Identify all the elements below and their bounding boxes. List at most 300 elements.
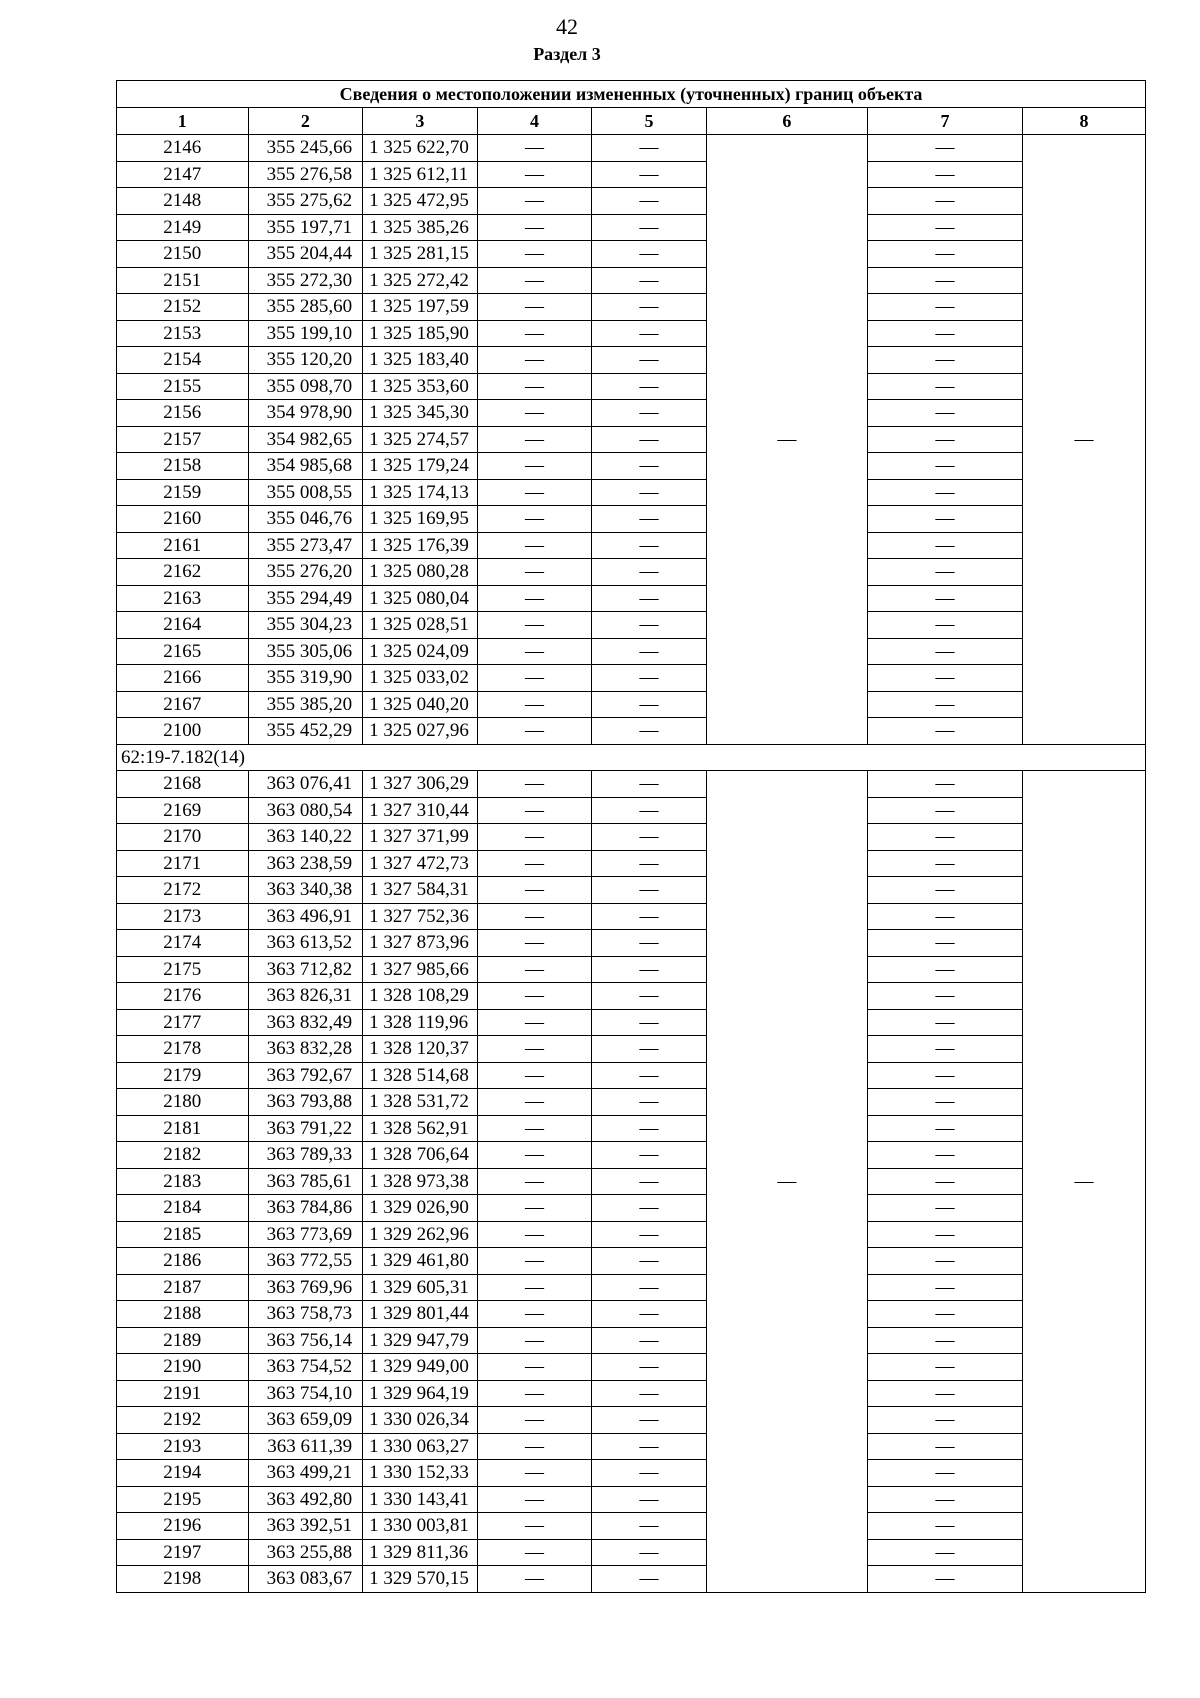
dash-cell: — [477, 320, 592, 347]
point-number: 2187 [117, 1274, 249, 1301]
coordinate-y: 1 325 176,39 [363, 532, 478, 559]
dash-cell: — [868, 1380, 1023, 1407]
dash-cell: — [477, 850, 592, 877]
dash-cell: — [868, 1433, 1023, 1460]
point-number: 2197 [117, 1539, 249, 1566]
point-number: 2176 [117, 983, 249, 1010]
coordinate-x: 363 611,39 [248, 1433, 363, 1460]
point-number: 2166 [117, 665, 249, 692]
dash-cell: — [477, 585, 592, 612]
merged-dash-cell: — [706, 771, 867, 1593]
dash-cell: — [477, 161, 592, 188]
coordinate-x: 363 758,73 [248, 1301, 363, 1328]
point-number: 2170 [117, 824, 249, 851]
dash-cell: — [868, 188, 1023, 215]
dash-cell: — [477, 771, 592, 798]
table-row [117, 1433, 1146, 1460]
point-number: 2154 [117, 347, 249, 374]
coordinate-x: 363 613,52 [248, 930, 363, 957]
point-number: 2177 [117, 1009, 249, 1036]
table-row [117, 903, 1146, 930]
coordinate-y: 1 328 514,68 [363, 1062, 478, 1089]
dash-cell: — [592, 1327, 707, 1354]
dash-cell: — [868, 771, 1023, 798]
point-number: 2100 [117, 718, 249, 745]
coordinate-y: 1 329 262,96 [363, 1221, 478, 1248]
dash-cell: — [868, 1566, 1023, 1593]
point-number: 2178 [117, 1036, 249, 1063]
coordinate-y: 1 325 040,20 [363, 691, 478, 718]
point-number: 2162 [117, 559, 249, 586]
table-row [117, 1115, 1146, 1142]
dash-cell: — [477, 1142, 592, 1169]
dash-cell: — [592, 453, 707, 480]
dash-cell: — [592, 1248, 707, 1275]
point-number: 2179 [117, 1062, 249, 1089]
coordinate-y: 1 330 143,41 [363, 1486, 478, 1513]
coordinate-y: 1 329 947,79 [363, 1327, 478, 1354]
coordinate-x: 363 392,51 [248, 1513, 363, 1540]
table-row [117, 453, 1146, 480]
dash-cell: — [868, 267, 1023, 294]
dash-cell: — [868, 1062, 1023, 1089]
coordinate-y: 1 330 063,27 [363, 1433, 478, 1460]
table-row [117, 1460, 1146, 1487]
dash-cell: — [592, 1089, 707, 1116]
point-number: 2191 [117, 1380, 249, 1407]
dash-cell: — [868, 1486, 1023, 1513]
coordinate-x: 355 294,49 [248, 585, 363, 612]
dash-cell: — [868, 1301, 1023, 1328]
point-number: 2164 [117, 612, 249, 639]
dash-cell: — [868, 1248, 1023, 1275]
coordinate-y: 1 329 461,80 [363, 1248, 478, 1275]
dash-cell: — [477, 1115, 592, 1142]
table-row [117, 320, 1146, 347]
coordinate-x: 355 046,76 [248, 506, 363, 533]
page-number: 42 [556, 14, 578, 39]
dash-cell: — [868, 1195, 1023, 1222]
coordinate-y: 1 329 949,00 [363, 1354, 478, 1381]
dash-cell: — [868, 161, 1023, 188]
coordinate-y: 1 325 027,96 [363, 718, 478, 745]
dash-cell: — [592, 1433, 707, 1460]
coordinate-x: 363 769,96 [248, 1274, 363, 1301]
coordinates-table [116, 80, 1146, 1593]
dash-cell: — [592, 188, 707, 215]
dash-cell: — [477, 1036, 592, 1063]
table-row [117, 718, 1146, 745]
coordinate-y: 1 325 274,57 [363, 426, 478, 453]
dash-cell: — [477, 718, 592, 745]
point-number: 2156 [117, 400, 249, 427]
coordinate-y: 1 329 570,15 [363, 1566, 478, 1593]
column-header: 4 [477, 108, 592, 135]
coordinate-x: 354 982,65 [248, 426, 363, 453]
coordinate-x: 363 659,09 [248, 1407, 363, 1434]
coordinate-y: 1 329 964,19 [363, 1380, 478, 1407]
column-header-row [117, 108, 1146, 135]
coordinate-y: 1 325 272,42 [363, 267, 478, 294]
dash-cell: — [592, 426, 707, 453]
dash-cell: — [592, 771, 707, 798]
table-row [117, 983, 1146, 1010]
column-header: 6 [706, 108, 867, 135]
dash-cell: — [868, 1327, 1023, 1354]
dash-cell: — [592, 373, 707, 400]
table-row [117, 347, 1146, 374]
dash-cell: — [868, 506, 1023, 533]
point-number: 2184 [117, 1195, 249, 1222]
table-row [117, 1036, 1146, 1063]
dash-cell: — [477, 426, 592, 453]
coordinate-x: 355 120,20 [248, 347, 363, 374]
dash-cell: — [592, 1460, 707, 1487]
table-row [117, 426, 1146, 453]
coordinate-y: 1 328 531,72 [363, 1089, 478, 1116]
coordinate-y: 1 325 080,04 [363, 585, 478, 612]
coordinate-x: 355 452,29 [248, 718, 363, 745]
point-number: 2146 [117, 135, 249, 162]
point-number: 2159 [117, 479, 249, 506]
point-number: 2195 [117, 1486, 249, 1513]
table-row [117, 638, 1146, 665]
coordinate-y: 1 330 152,33 [363, 1460, 478, 1487]
dash-cell: — [592, 1168, 707, 1195]
table-row [117, 506, 1146, 533]
table-row [117, 400, 1146, 427]
dash-cell: — [592, 930, 707, 957]
coordinate-y: 1 327 472,73 [363, 850, 478, 877]
coordinate-y: 1 328 973,38 [363, 1168, 478, 1195]
dash-cell: — [592, 506, 707, 533]
coordinate-x: 363 754,10 [248, 1380, 363, 1407]
dash-cell: — [477, 1433, 592, 1460]
coordinate-y: 1 327 752,36 [363, 903, 478, 930]
dash-cell: — [868, 373, 1023, 400]
point-number: 2152 [117, 294, 249, 321]
point-number: 2165 [117, 638, 249, 665]
dash-cell: — [592, 161, 707, 188]
dash-cell: — [477, 665, 592, 692]
dash-cell: — [477, 1195, 592, 1222]
dash-cell: — [868, 1089, 1023, 1116]
table-row [117, 1142, 1146, 1169]
coordinate-x: 355 276,20 [248, 559, 363, 586]
table-row [117, 824, 1146, 851]
point-number: 2157 [117, 426, 249, 453]
table-row [117, 1168, 1146, 1195]
dash-cell: — [592, 214, 707, 241]
dash-cell: — [868, 320, 1023, 347]
table-row [117, 559, 1146, 586]
point-number: 2163 [117, 585, 249, 612]
dash-cell: — [477, 1380, 592, 1407]
column-header: 1 [117, 108, 249, 135]
coordinate-x: 363 499,21 [248, 1460, 363, 1487]
table-row [117, 1221, 1146, 1248]
point-number: 2167 [117, 691, 249, 718]
point-number: 2169 [117, 797, 249, 824]
table-row [117, 1062, 1146, 1089]
dash-cell: — [477, 1407, 592, 1434]
point-number: 2192 [117, 1407, 249, 1434]
coordinate-y: 1 325 622,70 [363, 135, 478, 162]
point-number: 2174 [117, 930, 249, 957]
table-row [117, 1274, 1146, 1301]
table-row [117, 1539, 1146, 1566]
table-row [117, 214, 1146, 241]
table-row [117, 135, 1146, 162]
dash-cell: — [477, 903, 592, 930]
dash-cell: — [477, 930, 592, 957]
dash-cell: — [592, 532, 707, 559]
dash-cell: — [868, 930, 1023, 957]
coordinate-x: 363 083,67 [248, 1566, 363, 1593]
dash-cell: — [477, 1221, 592, 1248]
table-row [117, 1327, 1146, 1354]
table-row [117, 1354, 1146, 1381]
dash-cell: — [868, 638, 1023, 665]
coordinate-x: 363 793,88 [248, 1089, 363, 1116]
coordinate-x: 363 076,41 [248, 771, 363, 798]
dash-cell: — [868, 1115, 1023, 1142]
table-row [117, 1089, 1146, 1116]
dash-cell: — [592, 320, 707, 347]
point-number: 2158 [117, 453, 249, 480]
dash-cell: — [592, 1195, 707, 1222]
dash-cell: — [477, 983, 592, 1010]
coordinate-y: 1 325 169,95 [363, 506, 478, 533]
table-body [117, 135, 1146, 1593]
dash-cell: — [592, 267, 707, 294]
merged-dash-cell: — [1022, 135, 1145, 745]
coordinate-y: 1 325 028,51 [363, 612, 478, 639]
coordinate-x: 363 340,38 [248, 877, 363, 904]
dash-cell: — [592, 1354, 707, 1381]
point-number: 2175 [117, 956, 249, 983]
table-row [117, 479, 1146, 506]
coordinate-x: 355 276,58 [248, 161, 363, 188]
table-row [117, 612, 1146, 639]
coordinate-x: 355 319,90 [248, 665, 363, 692]
dash-cell: — [592, 797, 707, 824]
coordinate-y: 1 325 179,24 [363, 453, 478, 480]
dash-cell: — [592, 1142, 707, 1169]
dash-cell: — [477, 373, 592, 400]
dash-cell: — [592, 956, 707, 983]
dash-cell: — [477, 1274, 592, 1301]
dash-cell: — [592, 1566, 707, 1593]
dash-cell: — [592, 850, 707, 877]
point-number: 2168 [117, 771, 249, 798]
dash-cell: — [477, 1009, 592, 1036]
coordinate-x: 355 304,23 [248, 612, 363, 639]
dash-cell: — [477, 1301, 592, 1328]
dash-cell: — [477, 400, 592, 427]
coordinate-y: 1 325 197,59 [363, 294, 478, 321]
coordinate-x: 355 385,20 [248, 691, 363, 718]
dash-cell: — [592, 1036, 707, 1063]
table-row [117, 1009, 1146, 1036]
dash-cell: — [868, 1407, 1023, 1434]
coordinate-y: 1 330 003,81 [363, 1513, 478, 1540]
dash-cell: — [477, 294, 592, 321]
dash-cell: — [592, 1062, 707, 1089]
dash-cell: — [592, 135, 707, 162]
table-title: Сведения о местоположении измененных (уточненных) границ объекта [117, 81, 1146, 108]
coordinate-x: 363 789,33 [248, 1142, 363, 1169]
point-number: 2196 [117, 1513, 249, 1540]
point-number: 2185 [117, 1221, 249, 1248]
coordinate-y: 1 325 345,30 [363, 400, 478, 427]
point-number: 2148 [117, 188, 249, 215]
dash-cell: — [477, 241, 592, 268]
point-number: 2180 [117, 1089, 249, 1116]
table-row [117, 1248, 1146, 1275]
coordinate-x: 363 826,31 [248, 983, 363, 1010]
point-number: 2173 [117, 903, 249, 930]
dash-cell: — [868, 797, 1023, 824]
dash-cell: — [477, 559, 592, 586]
table-row [117, 877, 1146, 904]
coordinate-x: 355 272,30 [248, 267, 363, 294]
column-header: 7 [868, 108, 1023, 135]
coordinate-x: 355 275,62 [248, 188, 363, 215]
dash-cell: — [592, 612, 707, 639]
table-row [117, 1301, 1146, 1328]
column-header: 5 [592, 108, 707, 135]
dash-cell: — [868, 850, 1023, 877]
dash-cell: — [477, 956, 592, 983]
dash-cell: — [868, 1460, 1023, 1487]
dash-cell: — [868, 718, 1023, 745]
merged-dash-cell: — [1022, 771, 1145, 1593]
coordinate-x: 363 712,82 [248, 956, 363, 983]
table-row [117, 956, 1146, 983]
coordinate-y: 1 325 183,40 [363, 347, 478, 374]
point-number: 2183 [117, 1168, 249, 1195]
dash-cell: — [592, 665, 707, 692]
point-number: 2153 [117, 320, 249, 347]
dash-cell: — [592, 691, 707, 718]
coordinate-x: 363 255,88 [248, 1539, 363, 1566]
coordinate-y: 1 329 811,36 [363, 1539, 478, 1566]
table-row [117, 771, 1146, 798]
dash-cell: — [868, 585, 1023, 612]
dash-cell: — [868, 1539, 1023, 1566]
point-number: 2181 [117, 1115, 249, 1142]
coordinate-x: 363 784,86 [248, 1195, 363, 1222]
table-row [117, 1195, 1146, 1222]
dash-cell: — [477, 1089, 592, 1116]
coordinate-x: 363 238,59 [248, 850, 363, 877]
dash-cell: — [592, 1486, 707, 1513]
column-header: 3 [363, 108, 478, 135]
point-number: 2149 [117, 214, 249, 241]
coordinate-x: 355 204,44 [248, 241, 363, 268]
dash-cell: — [592, 400, 707, 427]
coordinate-x: 363 772,55 [248, 1248, 363, 1275]
dash-cell: — [592, 903, 707, 930]
dash-cell: — [477, 1513, 592, 1540]
table-row [117, 585, 1146, 612]
dash-cell: — [868, 983, 1023, 1010]
dash-cell: — [592, 241, 707, 268]
dash-cell: — [868, 903, 1023, 930]
dash-cell: — [592, 1301, 707, 1328]
point-number: 2193 [117, 1433, 249, 1460]
coordinate-x: 363 832,49 [248, 1009, 363, 1036]
coordinate-y: 1 327 985,66 [363, 956, 478, 983]
point-number: 2160 [117, 506, 249, 533]
coordinate-x: 363 754,52 [248, 1354, 363, 1381]
column-header: 8 [1022, 108, 1145, 135]
section-title: Раздел 3 [533, 44, 601, 64]
dash-cell: — [868, 532, 1023, 559]
dash-cell: — [477, 1248, 592, 1275]
group-label: 62:19-7.182(14) [117, 744, 1146, 771]
point-number: 2147 [117, 161, 249, 188]
dash-cell: — [868, 559, 1023, 586]
point-number: 2151 [117, 267, 249, 294]
column-header: 2 [248, 108, 363, 135]
dash-cell: — [477, 1168, 592, 1195]
coordinate-x: 355 197,71 [248, 214, 363, 241]
dash-cell: — [868, 824, 1023, 851]
dash-cell: — [868, 426, 1023, 453]
table-row [117, 1486, 1146, 1513]
coordinate-x: 355 245,66 [248, 135, 363, 162]
dash-cell: — [477, 638, 592, 665]
point-number: 2182 [117, 1142, 249, 1169]
dash-cell: — [477, 453, 592, 480]
dash-cell: — [868, 956, 1023, 983]
table-row [117, 267, 1146, 294]
coordinate-y: 1 325 612,11 [363, 161, 478, 188]
coordinate-y: 1 328 562,91 [363, 1115, 478, 1142]
point-number: 2188 [117, 1301, 249, 1328]
point-number: 2171 [117, 850, 249, 877]
dash-cell: — [592, 1115, 707, 1142]
table-row [117, 691, 1146, 718]
dash-cell: — [592, 877, 707, 904]
coordinate-x: 363 832,28 [248, 1036, 363, 1063]
coordinate-y: 1 328 706,64 [363, 1142, 478, 1169]
coordinate-y: 1 328 120,37 [363, 1036, 478, 1063]
dash-cell: — [477, 135, 592, 162]
point-number: 2155 [117, 373, 249, 400]
dash-cell: — [868, 612, 1023, 639]
point-number: 2150 [117, 241, 249, 268]
dash-cell: — [477, 691, 592, 718]
dash-cell: — [592, 585, 707, 612]
coordinate-x: 363 791,22 [248, 1115, 363, 1142]
dash-cell: — [477, 214, 592, 241]
coordinate-x: 354 978,90 [248, 400, 363, 427]
table-row [117, 665, 1146, 692]
coordinate-x: 355 098,70 [248, 373, 363, 400]
coordinate-y: 1 328 108,29 [363, 983, 478, 1010]
dash-cell: — [477, 612, 592, 639]
dash-cell: — [592, 479, 707, 506]
dash-cell: — [477, 1486, 592, 1513]
coordinate-y: 1 325 353,60 [363, 373, 478, 400]
point-number: 2194 [117, 1460, 249, 1487]
coordinate-x: 355 199,10 [248, 320, 363, 347]
dash-cell: — [868, 214, 1023, 241]
table-row [117, 188, 1146, 215]
